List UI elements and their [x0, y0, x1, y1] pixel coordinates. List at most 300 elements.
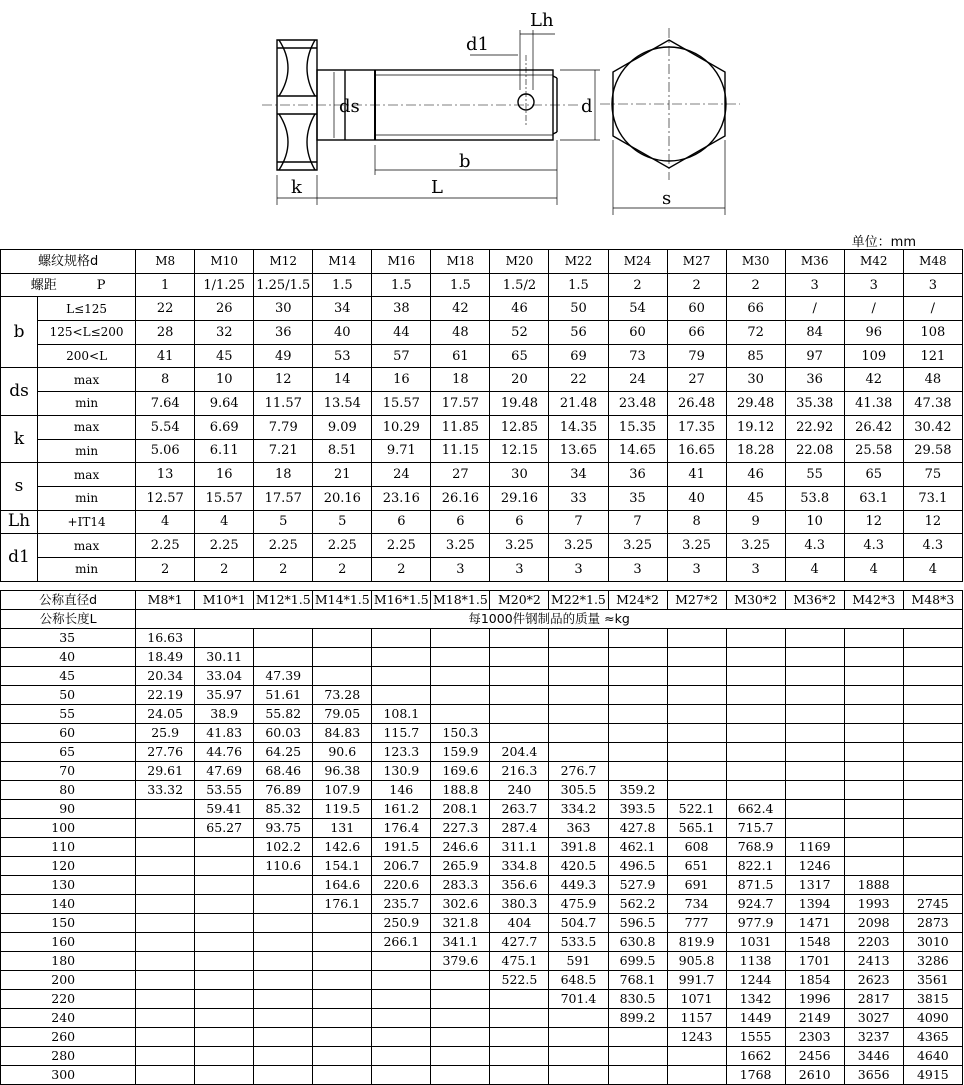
d1-row — [1, 534, 963, 558]
mass-value: 2413 — [844, 952, 903, 971]
ds-value: 30 — [726, 368, 785, 392]
mass-value — [313, 1047, 372, 1066]
s-value: 46 — [726, 463, 785, 487]
s-label: s — [1, 463, 38, 510]
spec-table — [0, 249, 963, 582]
b-value: 85 — [726, 344, 785, 368]
s-value: 36 — [608, 463, 667, 487]
label-k: k — [291, 177, 302, 198]
length-value: 180 — [1, 952, 136, 971]
mass-value: 142.6 — [313, 838, 372, 857]
mass-value — [372, 648, 431, 667]
d1-value: 4.3 — [785, 534, 844, 558]
mass-value: 363 — [549, 819, 608, 838]
ds-value: 27 — [667, 368, 726, 392]
thread-size-header: M48*3 — [903, 591, 962, 610]
k-value: 14.35 — [549, 415, 608, 439]
mass-value — [608, 705, 667, 724]
ds-value: 41.38 — [844, 392, 903, 416]
s-value: 34 — [549, 463, 608, 487]
mass-value: 276.7 — [549, 762, 608, 781]
size-header: M12 — [254, 250, 313, 274]
ds-value: 14 — [313, 368, 372, 392]
mass-value: 691 — [667, 876, 726, 895]
mass-value: 246.6 — [431, 838, 490, 857]
mass-value: 819.9 — [667, 933, 726, 952]
pitch-value: 1.5 — [549, 273, 608, 297]
s-condition: min — [38, 486, 136, 510]
d1-label: d1 — [1, 534, 38, 581]
mass-value — [254, 1009, 313, 1028]
thread-size-header: M14*1.5 — [313, 591, 372, 610]
mass-value — [313, 1009, 372, 1028]
mass-value: 30.11 — [195, 648, 254, 667]
ds-value: 36 — [785, 368, 844, 392]
b-label: b — [1, 297, 38, 368]
mass-value — [844, 705, 903, 724]
mass-value: 1031 — [726, 933, 785, 952]
mass-row — [1, 800, 963, 819]
mass-value — [254, 1028, 313, 1047]
thread-size-header: M42*3 — [844, 591, 903, 610]
mass-value — [136, 800, 195, 819]
mass-value — [431, 686, 490, 705]
d1-value: 4 — [785, 557, 844, 581]
d1-value: 2 — [136, 557, 195, 581]
mass-value: 3286 — [903, 952, 962, 971]
pitch-label — [1, 273, 136, 297]
mass-value — [903, 838, 962, 857]
ds-value: 12 — [254, 368, 313, 392]
b-value: / — [844, 297, 903, 321]
k-value: 5.54 — [136, 415, 195, 439]
mass-value — [313, 914, 372, 933]
mass-value: 1854 — [785, 971, 844, 990]
k-value: 11.15 — [431, 439, 490, 463]
length-value: 55 — [1, 705, 136, 724]
mass-value: 38.9 — [195, 705, 254, 724]
mass-value — [490, 1066, 549, 1085]
b-row — [1, 321, 963, 345]
mass-value: 16.63 — [136, 629, 195, 648]
b-value: 108 — [903, 321, 962, 345]
mass-value — [549, 667, 608, 686]
mass-value: 64.25 — [254, 743, 313, 762]
mass-value: 522.5 — [490, 971, 549, 990]
mass-value: 2610 — [785, 1066, 844, 1085]
mass-value — [785, 648, 844, 667]
mass-value: 1317 — [785, 876, 844, 895]
mass-value: 905.8 — [667, 952, 726, 971]
k-condition: min — [38, 439, 136, 463]
mass-value: 123.3 — [372, 743, 431, 762]
mass-value — [903, 857, 962, 876]
mass-value — [431, 1047, 490, 1066]
mass-value: 22.19 — [136, 686, 195, 705]
mass-value — [549, 743, 608, 762]
thread-size-header: M27*2 — [667, 591, 726, 610]
mass-row — [1, 705, 963, 724]
mass-value: 924.7 — [726, 895, 785, 914]
length-value: 200 — [1, 971, 136, 990]
mass-value: 3027 — [844, 1009, 903, 1028]
k-label: k — [1, 415, 38, 462]
mass-value — [667, 629, 726, 648]
length-value: 260 — [1, 1028, 136, 1047]
ds-value: 15.57 — [372, 392, 431, 416]
length-value: 50 — [1, 686, 136, 705]
mass-value — [667, 648, 726, 667]
mass-value: 235.7 — [372, 895, 431, 914]
k-value: 6.11 — [195, 439, 254, 463]
mass-value — [608, 762, 667, 781]
k-value: 6.69 — [195, 415, 254, 439]
mass-value — [313, 1066, 372, 1085]
mass-row — [1, 743, 963, 762]
mass-value — [372, 667, 431, 686]
pitch-value: 2 — [608, 273, 667, 297]
mass-value: 2873 — [903, 914, 962, 933]
mass-value: 334.8 — [490, 857, 549, 876]
s-value: 65 — [844, 463, 903, 487]
length-value: 45 — [1, 667, 136, 686]
mass-row — [1, 762, 963, 781]
mass-value — [372, 1047, 431, 1066]
mass-value — [254, 1066, 313, 1085]
mass-value — [608, 724, 667, 743]
mass-value — [549, 1009, 608, 1028]
lh-value: 7 — [608, 510, 667, 534]
mass-value — [903, 800, 962, 819]
mass-value: 25.9 — [136, 724, 195, 743]
size-header: M48 — [903, 250, 962, 274]
mass-value — [903, 743, 962, 762]
k-value: 9.71 — [372, 439, 431, 463]
mass-value — [549, 705, 608, 724]
mass-value — [136, 914, 195, 933]
b-value: 61 — [431, 344, 490, 368]
mass-value: 1071 — [667, 990, 726, 1009]
mass-value — [254, 914, 313, 933]
mass-value: 146 — [372, 781, 431, 800]
ds-value: 26.48 — [667, 392, 726, 416]
k-condition: max — [38, 415, 136, 439]
size-header: M24 — [608, 250, 667, 274]
d1-value: 3.25 — [667, 534, 726, 558]
b-value: 96 — [844, 321, 903, 345]
s-value: 55 — [785, 463, 844, 487]
b-value: 30 — [254, 297, 313, 321]
mass-value: 420.5 — [549, 857, 608, 876]
mass-value — [608, 648, 667, 667]
mass-value: 33.04 — [195, 667, 254, 686]
mass-value: 96.38 — [313, 762, 372, 781]
ds-value: 42 — [844, 368, 903, 392]
mass-value — [431, 1009, 490, 1028]
d1-value: 3.25 — [726, 534, 785, 558]
mass-value: 715.7 — [726, 819, 785, 838]
mass-value: 334.2 — [549, 800, 608, 819]
d1-value: 3 — [490, 557, 549, 581]
pitch-row — [1, 273, 963, 297]
ds-value: 21.48 — [549, 392, 608, 416]
lh-value: 5 — [313, 510, 372, 534]
mass-value — [844, 743, 903, 762]
k-value: 8.51 — [313, 439, 372, 463]
length-value: 70 — [1, 762, 136, 781]
lh-row — [1, 510, 963, 534]
mass-value — [726, 781, 785, 800]
lh-value: 7 — [549, 510, 608, 534]
mass-value — [667, 1066, 726, 1085]
mass-value: 161.2 — [372, 800, 431, 819]
d1-value: 2 — [372, 557, 431, 581]
mass-value — [667, 743, 726, 762]
mass-row — [1, 724, 963, 743]
d1-value: 3.25 — [549, 534, 608, 558]
mass-value — [785, 819, 844, 838]
mass-value: 216.3 — [490, 762, 549, 781]
mass-value: 33.32 — [136, 781, 195, 800]
mass-value: 427.7 — [490, 933, 549, 952]
s-value: 16 — [195, 463, 254, 487]
b-value: 48 — [431, 321, 490, 345]
ds-value: 16 — [372, 368, 431, 392]
b-value: / — [903, 297, 962, 321]
mass-value — [372, 990, 431, 1009]
b-value: 65 — [490, 344, 549, 368]
thread-size-header: M12*1.5 — [254, 591, 313, 610]
mass-value: 527.9 — [608, 876, 667, 895]
s-value: 75 — [903, 463, 962, 487]
mass-value — [313, 648, 372, 667]
mass-value — [490, 686, 549, 705]
s-row — [1, 486, 963, 510]
mass-value: 3815 — [903, 990, 962, 1009]
mass-value: 1244 — [726, 971, 785, 990]
s-value: 53.8 — [785, 486, 844, 510]
mass-value: 427.8 — [608, 819, 667, 838]
mass-row — [1, 1066, 963, 1085]
mass-value — [195, 933, 254, 952]
mass-value — [667, 667, 726, 686]
mass-value: 84.83 — [313, 724, 372, 743]
mass-value — [254, 629, 313, 648]
thread-size-header: M10*1 — [195, 591, 254, 610]
mass-value: 3656 — [844, 1066, 903, 1085]
mass-value — [903, 629, 962, 648]
mass-value — [903, 648, 962, 667]
mass-value: 311.1 — [490, 838, 549, 857]
b-value: 40 — [313, 321, 372, 345]
mass-value: 119.5 — [313, 800, 372, 819]
mass-value: 93.75 — [254, 819, 313, 838]
mass-value: 321.8 — [431, 914, 490, 933]
ds-value: 18 — [431, 368, 490, 392]
mass-value — [726, 762, 785, 781]
s-value: 21 — [313, 463, 372, 487]
length-value: 90 — [1, 800, 136, 819]
k-value: 11.85 — [431, 415, 490, 439]
mass-value: 2623 — [844, 971, 903, 990]
mass-value: 227.3 — [431, 819, 490, 838]
mass-value: 68.46 — [254, 762, 313, 781]
k-value: 12.85 — [490, 415, 549, 439]
size-header: M27 — [667, 250, 726, 274]
mass-value — [372, 1009, 431, 1028]
s-value: 40 — [667, 486, 726, 510]
mass-row — [1, 952, 963, 971]
mass-value — [254, 895, 313, 914]
length-value: 280 — [1, 1047, 136, 1066]
mass-row — [1, 971, 963, 990]
mass-value: 44.76 — [195, 743, 254, 762]
mass-value — [549, 1028, 608, 1047]
b-value: 45 — [195, 344, 254, 368]
mass-value — [136, 1028, 195, 1047]
ds-value: 24 — [608, 368, 667, 392]
mass-value — [844, 667, 903, 686]
b-value: 79 — [667, 344, 726, 368]
thread-size-header: M24*2 — [608, 591, 667, 610]
mass-value — [667, 724, 726, 743]
mass-value — [608, 1028, 667, 1047]
spec-header-row — [1, 250, 963, 274]
k-value: 14.65 — [608, 439, 667, 463]
mass-value — [549, 648, 608, 667]
mass-value — [431, 990, 490, 1009]
mass-value: 302.6 — [431, 895, 490, 914]
b-value: 56 — [549, 321, 608, 345]
mass-value — [903, 667, 962, 686]
length-value: 160 — [1, 933, 136, 952]
mass-value: 871.5 — [726, 876, 785, 895]
lh-value: 9 — [726, 510, 785, 534]
mass-value: 701.4 — [549, 990, 608, 1009]
mass-value: 462.1 — [608, 838, 667, 857]
mass-value — [313, 952, 372, 971]
mass-value — [844, 762, 903, 781]
b-value: 73 — [608, 344, 667, 368]
label-L: L — [431, 177, 443, 198]
ds-value: 19.48 — [490, 392, 549, 416]
s-value: 30 — [490, 463, 549, 487]
mass-value: 150.3 — [431, 724, 490, 743]
mass-value: 1169 — [785, 838, 844, 857]
mass-value — [903, 819, 962, 838]
mass-value: 204.4 — [490, 743, 549, 762]
mass-value: 24.05 — [136, 705, 195, 724]
size-header: M36 — [785, 250, 844, 274]
d1-value: 3 — [608, 557, 667, 581]
mass-value: 159.9 — [431, 743, 490, 762]
mass-value — [726, 686, 785, 705]
d1-value: 3.25 — [608, 534, 667, 558]
b-value: 57 — [372, 344, 431, 368]
s-value: 26.16 — [431, 486, 490, 510]
mass-value — [844, 781, 903, 800]
mass-value: 1449 — [726, 1009, 785, 1028]
mass-value: 65.27 — [195, 819, 254, 838]
spec-header-label: 螺纹规格d — [1, 250, 136, 274]
mass-value: 76.89 — [254, 781, 313, 800]
mass-value: 263.7 — [490, 800, 549, 819]
length-value: 80 — [1, 781, 136, 800]
mass-row — [1, 914, 963, 933]
mass-value — [136, 971, 195, 990]
pitch-value: 1.5/2 — [490, 273, 549, 297]
ds-condition: max — [38, 368, 136, 392]
mass-value: 2817 — [844, 990, 903, 1009]
mass-value — [785, 781, 844, 800]
mass-value — [431, 648, 490, 667]
mass-value: 1768 — [726, 1066, 785, 1085]
pitch-value: 3 — [903, 273, 962, 297]
b-value: 41 — [136, 344, 195, 368]
mass-value: 53.55 — [195, 781, 254, 800]
k-value: 22.08 — [785, 439, 844, 463]
mass-value: 220.6 — [372, 876, 431, 895]
mass-value: 359.2 — [608, 781, 667, 800]
mass-header-label: 公称直径d — [1, 591, 136, 610]
mass-value — [785, 667, 844, 686]
mass-row — [1, 876, 963, 895]
mass-value: 59.41 — [195, 800, 254, 819]
mass-value — [372, 971, 431, 990]
mass-value: 2098 — [844, 914, 903, 933]
mass-value: 47.39 — [254, 667, 313, 686]
mass-value — [608, 1066, 667, 1085]
ds-condition: min — [38, 392, 136, 416]
b-value: 46 — [490, 297, 549, 321]
mass-value: 1246 — [785, 857, 844, 876]
mass-value: 991.7 — [667, 971, 726, 990]
b-condition: L≤125 — [38, 297, 136, 321]
b-value: 66 — [667, 321, 726, 345]
b-value: 50 — [549, 297, 608, 321]
mass-value: 822.1 — [726, 857, 785, 876]
mass-value — [313, 971, 372, 990]
k-value: 22.92 — [785, 415, 844, 439]
ds-value: 35.38 — [785, 392, 844, 416]
d1-value: 2 — [313, 557, 372, 581]
mass-value: 3446 — [844, 1047, 903, 1066]
lh-label: Lh — [1, 510, 38, 534]
s-value: 63.1 — [844, 486, 903, 510]
mass-value: 18.49 — [136, 648, 195, 667]
mass-value — [549, 724, 608, 743]
b-value: 36 — [254, 321, 313, 345]
mass-value — [667, 1047, 726, 1066]
mass-value — [667, 686, 726, 705]
s-value: 12.57 — [136, 486, 195, 510]
mass-value: 1996 — [785, 990, 844, 1009]
thread-size-header: M22*1.5 — [549, 591, 608, 610]
s-condition: max — [38, 463, 136, 487]
mass-value — [490, 629, 549, 648]
mass-value — [136, 952, 195, 971]
mass-value: 596.5 — [608, 914, 667, 933]
lh-value: 4 — [136, 510, 195, 534]
mass-value — [844, 819, 903, 838]
b-value: 32 — [195, 321, 254, 345]
mass-value: 79.05 — [313, 705, 372, 724]
mass-value — [608, 743, 667, 762]
mass-value: 1138 — [726, 952, 785, 971]
mass-value: 4090 — [903, 1009, 962, 1028]
mass-value — [785, 724, 844, 743]
mass-value — [195, 914, 254, 933]
